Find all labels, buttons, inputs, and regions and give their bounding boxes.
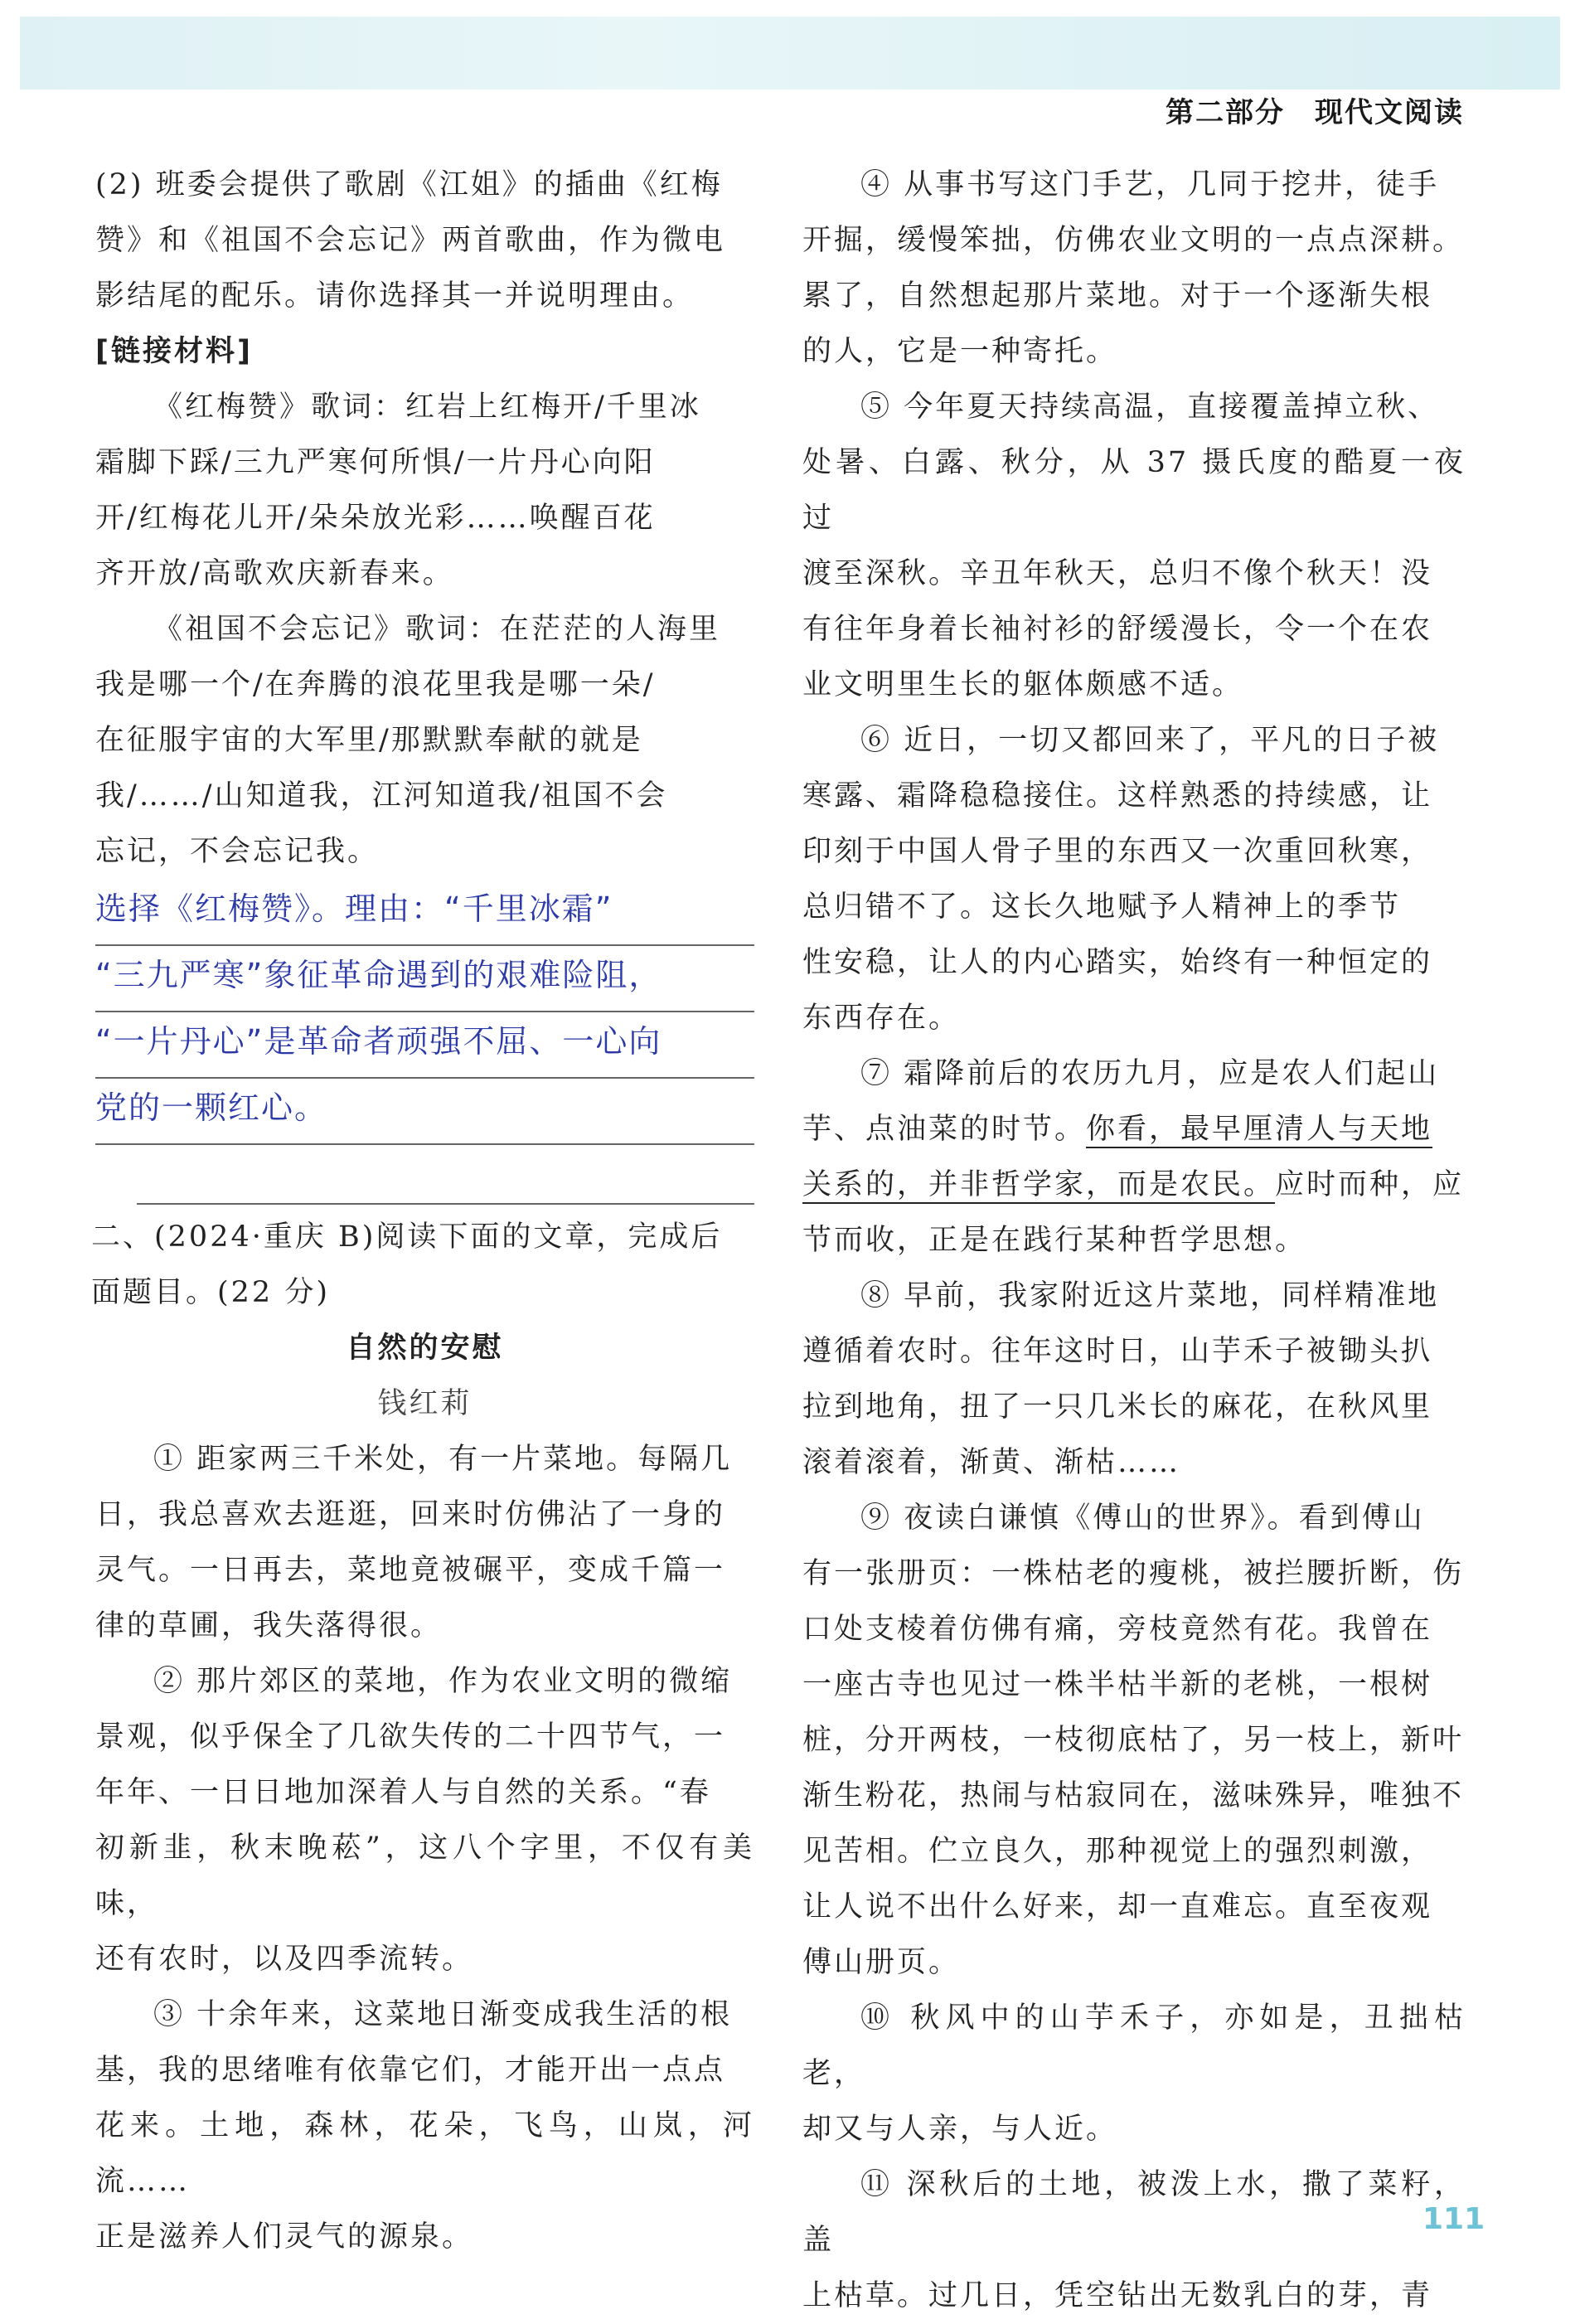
paragraph-line: ⑨ 夜读白谦慎《傅山的世界》。看到傅山 (860, 1502, 1425, 1535)
underlined-sentence: 你看，最早厘清人与天地 (1086, 1113, 1433, 1146)
text-span: 芋、点油菜的时节。 (802, 1113, 1087, 1146)
paragraph-line: 景观，似乎保全了几欲失传的二十四节气，一 (95, 1720, 726, 1754)
section-heading: 面题目。(22 分) (91, 1276, 330, 1309)
paragraph-line: 开掘，缓慢笨拙，仿佛农业文明的一点点深耕。 (802, 224, 1465, 257)
paragraph-line: 处暑、白露、秋分，从 37 摄氏度的酷夏一夜过 (802, 446, 1466, 535)
paragraph-line: 上枯草。过几日，凭空钻出无数乳白的芽，青 (802, 2279, 1433, 2312)
paragraph-line: 累了，自然想起那片菜地。对于一个逐渐失根 (802, 279, 1433, 313)
paragraph-line: 初新韭，秋末晚菘”，这八个字里，不仅有美味， (95, 1832, 754, 1920)
paragraph-line: 总归错不了。这长久地赋予人精神上的季节 (802, 890, 1402, 924)
paragraph-line: 遵循着农时。往年这时日，山芋禾子被锄头扒 (802, 1335, 1433, 1368)
answer-line: 选择《红梅赞》。理由：“千里冰霜” (95, 880, 754, 946)
paragraph-line: 的人，它是一种寄托。 (802, 335, 1118, 368)
paragraph-line: ⑥ 近日，一切又都回来了，平凡的日子被 (860, 724, 1440, 757)
paragraph-line: 见苦相。伫立良久，那种视觉上的强烈刺激， (802, 1835, 1433, 1868)
paragraph-line: 还有农时，以及四季流转。 (95, 1943, 474, 1976)
page-number: 111 (1422, 2202, 1485, 2236)
paragraph-line: 灵气。一日再去，菜地竟被碾平，变成千篇一 (95, 1554, 726, 1587)
paragraph-line: 有往年身着长袖衬衫的舒缓漫长，令一个在农 (802, 613, 1433, 646)
paragraph-line: 让人说不出什么好来，却一直难忘。直至夜观 (802, 1890, 1433, 1924)
paragraph-line: ① 距家两三千米处，有一片菜地。每隔几 (153, 1443, 733, 1476)
lyrics-line: 《红梅赞》歌词：红岩上红梅开/千里冰 (153, 391, 701, 424)
paragraph-line: 印刻于中国人骨子里的东西又一次重回秋寒， (802, 835, 1433, 868)
article-title: 自然的安慰 (346, 1332, 504, 1365)
left-column (91, 158, 754, 2265)
lyrics-line: 我是哪一个/在奔腾的浪花里我是哪一朵/ (95, 668, 656, 701)
paragraph-line: ⑤ 今年夏天持续高温，直接覆盖掉立秋、 (860, 391, 1440, 424)
paragraph-line: 渡至深秋。辛丑年秋天，总归不像个秋天！没 (802, 557, 1433, 590)
lyrics-line: 开/红梅花儿开/朵朵放光彩……唤醒百花 (95, 502, 656, 535)
paragraph-line: 日，我总喜欢去逛逛，回来时仿佛沾了一身的 (95, 1498, 726, 1531)
paragraph-line: 渐生粉花，热闹与枯寂同在，滋味殊异，唯独不 (802, 1779, 1465, 1812)
paragraph-line: 口处支棱着仿佛有痛，旁枝竟然有花。我曾在 (802, 1613, 1433, 1646)
answer-blank-line (137, 1203, 754, 1205)
paragraph-line: 节而收，正是在践行某种哲学思想。 (802, 1224, 1307, 1257)
lyrics-line: 霜脚下踩/三九严寒何所惧/一片丹心向阳 (95, 446, 656, 479)
paragraph-line: 一座古寺也见过一株半枯半新的老桃，一根树 (802, 1668, 1433, 1701)
underlined-sentence: 关系的，并非哲学家，而是农民。 (802, 1168, 1276, 1201)
header-part: 第二部分 (1166, 96, 1285, 129)
paragraph-line: 基，我的思绪唯有依靠它们，才能开出一点点 (95, 2054, 726, 2087)
right-column (802, 158, 1466, 2324)
paragraph-line (802, 1102, 1466, 1157)
paragraph-line: 花来。土地，森林，花朵，飞鸟，山岚，河流…… (95, 2109, 754, 2198)
paragraph-line: ⑧ 早前，我家附近这片菜地，同样精准地 (860, 1279, 1440, 1312)
paragraph-line: 拉到地角，扭了一只几米长的麻花，在秋风里 (802, 1390, 1433, 1424)
lyrics-line: 《祖国不会忘记》歌词：在茫茫的人海里 (153, 613, 721, 646)
paragraph-line: ⑩ 秋风中的山芋禾子，亦如是，丑拙枯老， (802, 2001, 1466, 2090)
paragraph-line: 正是滋养人们灵气的源泉。 (95, 2220, 474, 2254)
paragraph-line (802, 1157, 1466, 1213)
answer-line: “一片丹心”是革命者顽强不屈、一心向 (95, 1012, 754, 1079)
paragraph-line: 有一张册页：一株枯老的瘦桃，被拦腰折断，伤 (802, 1557, 1465, 1590)
paragraph-line: 滚着滚着，渐黄、渐枯…… (802, 1446, 1181, 1479)
running-header (1166, 90, 1464, 130)
lyrics-line: 忘记，不会忘记我。 (95, 835, 380, 868)
answer-line: “三九严寒”象征革命遇到的艰难险阻， (95, 946, 754, 1012)
paragraph-line: ④ 从事书写这门手艺，几同于挖井，徒手 (860, 168, 1440, 201)
paragraph-line: 寒露、霜降稳稳接住。这样熟悉的持续感，让 (802, 779, 1433, 813)
header-band (20, 17, 1560, 90)
text-span: 应时而种，应 (1275, 1168, 1465, 1201)
paragraph-line: ③ 十余年来，这菜地日渐变成我生活的根 (153, 1998, 733, 2031)
paragraph-line: 却又与人亲，与人近。 (802, 2113, 1118, 2146)
paragraph-line: 桩，分开两枝，一枝彻底枯了，另一枝上，新叶 (802, 1724, 1465, 1757)
paragraph-line: ② 那片郊区的菜地，作为农业文明的微缩 (153, 1665, 733, 1698)
paragraph-line: 东西存在。 (802, 1002, 961, 1035)
header-section: 现代文阅读 (1315, 96, 1464, 129)
paragraph-line: 年年、一日日地加深着人与自然的关系。“春 (95, 1776, 711, 1809)
paragraph-line: 傅山册页。 (802, 1946, 961, 1979)
q2-line: 影结尾的配乐。请你选择其一并说明理由。 (95, 279, 695, 313)
lyrics-line: 齐开放/高歌欢庆新春来。 (95, 557, 454, 590)
lyrics-line: 在征服宇宙的大军里/那默默奉献的就是 (95, 724, 643, 757)
link-material-label: [链接材料] (95, 335, 253, 368)
paragraph-line: 业文明里生长的躯体颇感不适。 (802, 668, 1244, 701)
section-heading: 二、(2024·重庆 B)阅读下面的文章，完成后 (91, 1220, 723, 1254)
q2-line: 赞》和《祖国不会忘记》两首歌曲，作为微电 (95, 224, 726, 257)
paragraph-line: ⑪ 深秋后的土地，被泼上水，撒了菜籽，盖 (802, 2168, 1466, 2257)
answer-line: 党的一颗红心。 (95, 1079, 754, 1145)
article-author: 钱红莉 (377, 1387, 473, 1420)
lyrics-line: 我/……/山知道我，江河知道我/祖国不会 (95, 779, 668, 813)
paragraph-line: 律的草圃，我失落得很。 (95, 1609, 443, 1642)
paragraph-line: ⑦ 霜降前后的农历九月，应是农人们起山 (860, 1057, 1440, 1090)
q2-line: (2) 班委会提供了歌剧《江姐》的插曲《红梅 (95, 168, 723, 201)
handwritten-answer (95, 880, 754, 1145)
paragraph-line: 性安稳，让人的内心踏实，始终有一种恒定的 (802, 946, 1433, 979)
